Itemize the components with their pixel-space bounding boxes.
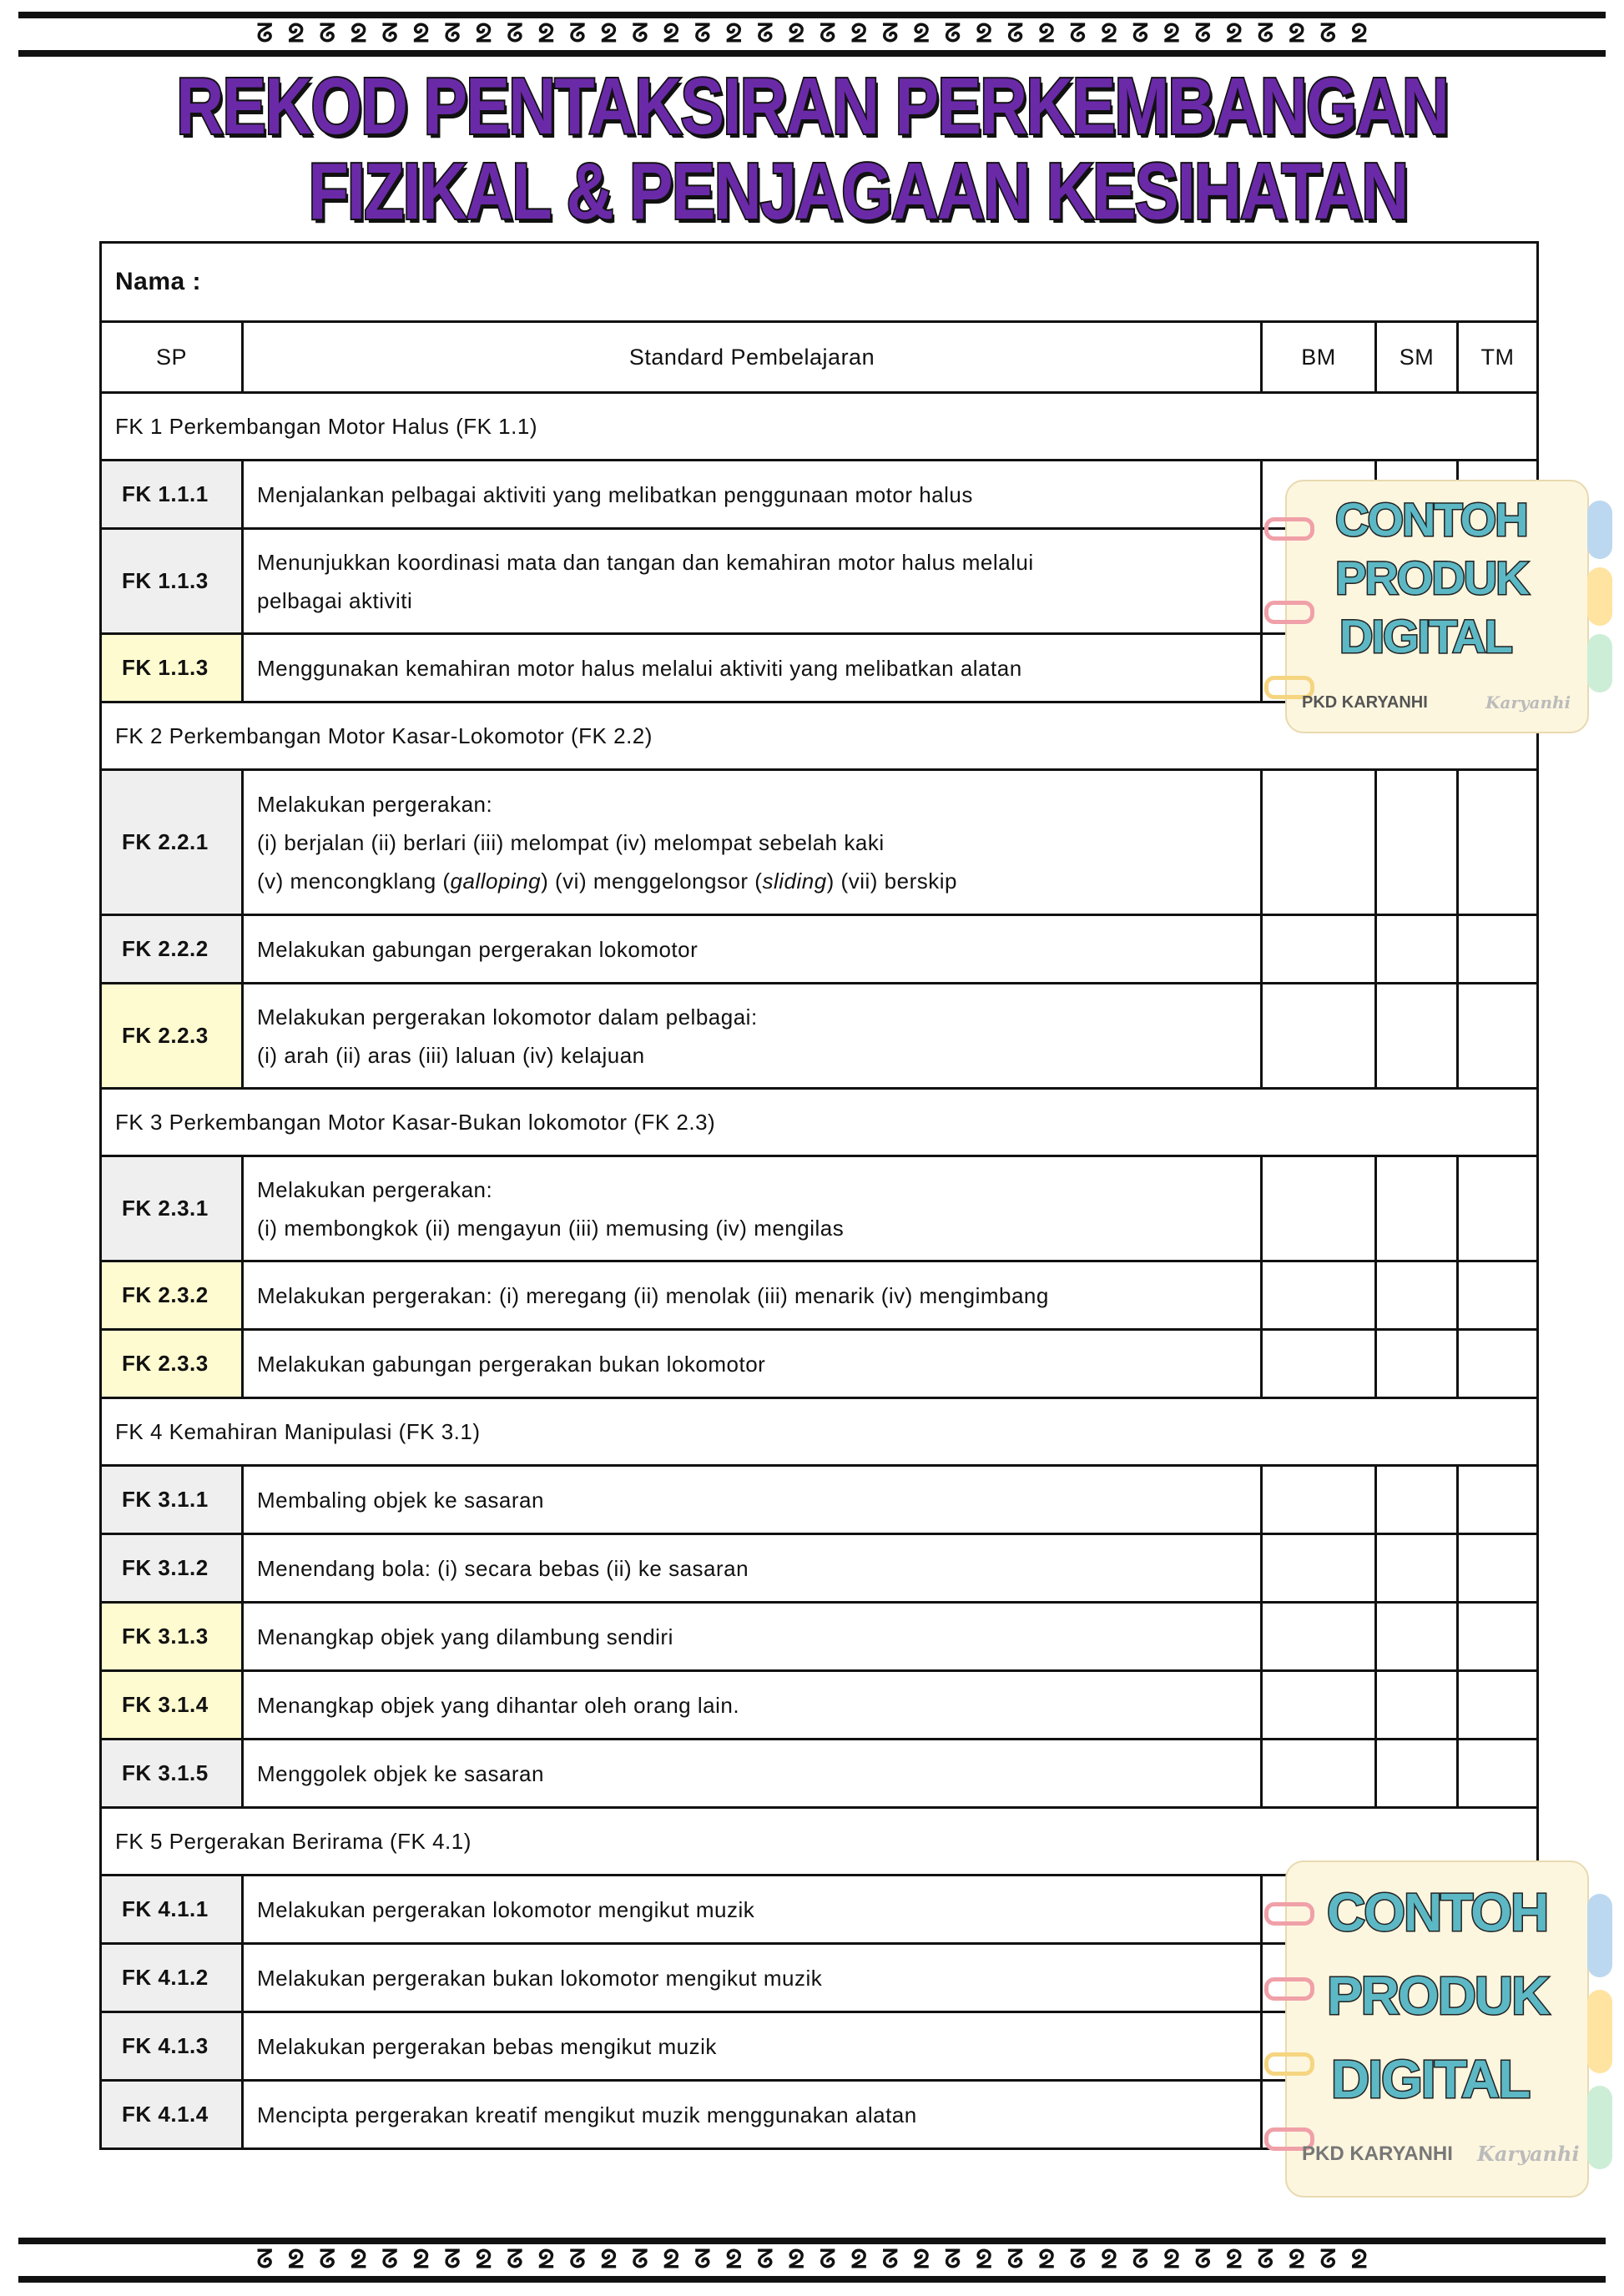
tm-checkbox-cell[interactable]	[1458, 770, 1538, 915]
standard-line: Melakukan pergerakan:	[257, 791, 493, 817]
table-row	[101, 1603, 1538, 1671]
name-field[interactable]	[101, 243, 1538, 322]
standard-line: Melakukan gabungan pergerakan lokomotor	[257, 936, 699, 962]
header-standard: Standard Pembelajaran	[243, 322, 1262, 393]
standard-line: Melakukan pergerakan:	[257, 1176, 493, 1202]
section-row	[101, 393, 1538, 461]
tab-green	[1587, 2086, 1612, 2169]
table-row	[101, 1534, 1538, 1603]
watermark-word: CONTOH	[1327, 1882, 1548, 1942]
standard-line: Melakukan pergerakan bukan lokomotor mengikut muzik	[257, 1965, 823, 1991]
top-decorative-border	[18, 12, 1606, 57]
tm-checkbox-cell[interactable]	[1458, 1534, 1538, 1603]
standard-line: Menangkap objek yang dihantar oleh orang lain.	[257, 1692, 740, 1718]
sm-checkbox-cell[interactable]	[1376, 1261, 1458, 1330]
ring-icon	[1264, 517, 1314, 541]
standard-line: (i) arah (ii) aras (iii) laluan (iv) kelajuan	[257, 1042, 645, 1068]
standard-text	[243, 984, 1262, 1089]
watermark-signature: Karyanhi	[1477, 2142, 1580, 2166]
section-row	[101, 1398, 1538, 1466]
table-row	[101, 1156, 1538, 1261]
name-row	[101, 243, 1538, 322]
watermark-signature: Karyanhi	[1485, 692, 1571, 712]
standard-line: Melakukan gabungan pergerakan bukan lokomotor	[257, 1351, 766, 1377]
sm-checkbox-cell[interactable]	[1376, 1740, 1458, 1808]
standard-line: (v) mencongklang (galloping) (vi) menggelongsor (sliding) (vii) berskip	[257, 868, 957, 894]
sp-code: FK 4.1.4	[101, 2081, 243, 2149]
bm-checkbox-cell[interactable]	[1262, 984, 1376, 1089]
watermark-word: PRODUK	[1335, 551, 1528, 604]
standard-text	[243, 1944, 1262, 2012]
sp-code: FK 3.1.2	[101, 1534, 243, 1603]
standard-line: Menjalankan pelbagai aktiviti yang melibatkan penggunaan motor halus	[257, 481, 973, 507]
tm-checkbox-cell[interactable]	[1458, 1330, 1538, 1398]
sp-code: FK 2.2.1	[101, 770, 243, 915]
sm-checkbox-cell[interactable]	[1376, 1466, 1458, 1534]
standard-line: Menunjukkan koordinasi mata dan tangan dan kemahiran motor halus melalui	[257, 549, 1034, 575]
standard-line: pelbagai aktiviti	[257, 587, 413, 613]
table-row	[101, 984, 1538, 1089]
title-text: FIZIKAL & PENJAGAAN KESIHATAN	[308, 147, 1408, 236]
section-title: FK 4 Kemahiran Manipulasi (FK 3.1)	[101, 1398, 1538, 1466]
bottom-decorative-border	[18, 2238, 1606, 2283]
sm-checkbox-cell[interactable]	[1376, 915, 1458, 984]
tab-green	[1587, 634, 1612, 692]
standard-text	[243, 1261, 1262, 1330]
bm-checkbox-cell[interactable]	[1262, 1156, 1376, 1261]
standard-line: (i) membongkok (ii) mengayun (iii) memusing (iv) mengilas	[257, 1215, 845, 1241]
sm-checkbox-cell[interactable]	[1376, 770, 1458, 915]
section-title: FK 5 Pergerakan Berirama (FK 4.1)	[101, 1808, 1538, 1876]
sp-code: FK 3.1.4	[101, 1671, 243, 1740]
sp-code: FK 1.1.1	[101, 461, 243, 529]
tab-blue	[1587, 501, 1612, 559]
tm-checkbox-cell[interactable]	[1458, 1261, 1538, 1330]
border-pattern: ᘔ ᘖ ᘔ ᘖ ᘔ ᘖ ᘔ ᘖ ᘔ ᘖ ᘔ ᘖ ᘔ ᘖ ᘔ ᘖ ᘔ ᘖ ᘔ ᘖ ᘔ ᘖ ᘔ ᘖ ᘔ ᘖ ᘔ ᘖ ᘔ ᘖ ᘔ ᘖ ᘔ ᘖ ᘔ ᘖ	[256, 19, 1368, 48]
header-sp: SP	[101, 322, 243, 393]
sp-code: FK 3.1.5	[101, 1740, 243, 1808]
section-title: FK 1 Perkembangan Motor Halus (FK 1.1)	[101, 393, 1538, 461]
tm-checkbox-cell[interactable]	[1458, 984, 1538, 1089]
sm-checkbox-cell[interactable]	[1376, 984, 1458, 1089]
tm-checkbox-cell[interactable]	[1458, 1156, 1538, 1261]
header-bm: BM	[1262, 322, 1376, 393]
watermark-word: CONTOH	[1335, 493, 1527, 546]
standard-text	[243, 915, 1262, 984]
sp-code: FK 2.3.2	[101, 1261, 243, 1330]
standard-line: Menggolek objek ke sasaran	[257, 1760, 544, 1786]
sp-code: FK 2.2.3	[101, 984, 243, 1089]
standard-line: Melakukan pergerakan lokomotor mengikut muzik	[257, 1896, 755, 1922]
ring-icon	[1264, 601, 1314, 624]
header-sm: SM	[1376, 322, 1458, 393]
tm-checkbox-cell[interactable]	[1458, 915, 1538, 984]
section-row	[101, 1089, 1538, 1156]
header-row	[101, 322, 1538, 393]
title-text: REKOD PENTAKSIRAN PERKEMBANGAN	[176, 62, 1448, 151]
standard-line: Menendang bola: (i) secara bebas (ii) ke sasaran	[257, 1555, 749, 1581]
bm-checkbox-cell[interactable]	[1262, 1261, 1376, 1330]
border-pattern: ᘔ ᘖ ᘔ ᘖ ᘔ ᘖ ᘔ ᘖ ᘔ ᘖ ᘔ ᘖ ᘔ ᘖ ᘔ ᘖ ᘔ ᘖ ᘔ ᘖ ᘔ ᘖ ᘔ ᘖ ᘔ ᘖ ᘔ ᘖ ᘔ ᘖ ᘔ ᘖ ᘔ ᘖ ᘔ ᘖ	[256, 2245, 1368, 2274]
tab-yellow	[1587, 567, 1612, 626]
standard-text	[243, 2081, 1262, 2149]
sp-code: FK 3.1.1	[101, 1466, 243, 1534]
standard-line: Mencipta pergerakan kreatif mengikut muzik menggunakan alatan	[257, 2102, 917, 2127]
table-row	[101, 915, 1538, 984]
bm-checkbox-cell[interactable]	[1262, 915, 1376, 984]
bm-checkbox-cell[interactable]	[1262, 770, 1376, 915]
standard-text	[243, 1466, 1262, 1534]
standard-text	[243, 634, 1262, 702]
sp-code: FK 2.3.3	[101, 1330, 243, 1398]
sp-code: FK 4.1.1	[101, 1876, 243, 1944]
watermark-word: DIGITAL	[1339, 610, 1511, 662]
standard-text	[243, 1330, 1262, 1398]
watermark-brand: PKD KARYANHI	[1302, 2142, 1453, 2165]
table-row	[101, 1740, 1538, 1808]
standard-text	[243, 1534, 1262, 1603]
bm-checkbox-cell[interactable]	[1262, 1740, 1376, 1808]
sp-code: FK 2.2.2	[101, 915, 243, 984]
bm-checkbox-cell[interactable]	[1262, 1671, 1376, 1740]
watermark-word: PRODUK	[1327, 1966, 1549, 2026]
ring-icon	[1264, 1902, 1314, 1926]
bm-checkbox-cell[interactable]	[1262, 1603, 1376, 1671]
standard-line: Melakukan pergerakan lokomotor dalam pelbagai:	[257, 1004, 758, 1030]
sp-code: FK 1.1.3	[101, 634, 243, 702]
table-row	[101, 1671, 1538, 1740]
standard-line: Menangkap objek yang dilambung sendiri	[257, 1624, 673, 1649]
table-row	[101, 770, 1538, 915]
sm-checkbox-cell[interactable]	[1376, 1603, 1458, 1671]
standard-text	[243, 461, 1262, 529]
standard-line: Melakukan pergerakan bebas mengikut muzik	[257, 2033, 717, 2059]
standard-text	[243, 529, 1262, 634]
table-row	[101, 1330, 1538, 1398]
standard-text	[243, 1671, 1262, 1740]
name-label: Nama :	[115, 268, 202, 295]
sm-checkbox-cell[interactable]	[1376, 1156, 1458, 1261]
sp-code: FK 2.3.1	[101, 1156, 243, 1261]
sp-code: FK 3.1.3	[101, 1603, 243, 1671]
page-title-line-2	[0, 147, 1624, 236]
sp-code: FK 1.1.3	[101, 529, 243, 634]
standard-text	[243, 1740, 1262, 1808]
watermark-brand: PKD KARYANHI	[1302, 693, 1428, 712]
table-row	[101, 1261, 1538, 1330]
standard-text	[243, 1876, 1262, 1944]
standard-text	[243, 1603, 1262, 1671]
tm-checkbox-cell[interactable]	[1458, 1466, 1538, 1534]
standard-text	[243, 770, 1262, 915]
tm-checkbox-cell[interactable]	[1458, 1671, 1538, 1740]
standard-line: Menggunakan kemahiran motor halus melalui aktiviti yang melibatkan alatan	[257, 655, 1022, 681]
page-title-line-1	[0, 62, 1624, 151]
tab-blue	[1587, 1894, 1612, 1977]
tab-yellow	[1587, 1990, 1612, 2073]
header-tm: TM	[1458, 322, 1538, 393]
bm-checkbox-cell[interactable]	[1262, 1534, 1376, 1603]
standard-line: Melakukan pergerakan: (i) meregang (ii) menolak (iii) menarik (iv) mengimbang	[257, 1282, 1049, 1308]
watermark-word: DIGITAL	[1331, 2049, 1530, 2109]
tm-checkbox-cell[interactable]	[1458, 1603, 1538, 1671]
bm-checkbox-cell[interactable]	[1262, 1466, 1376, 1534]
sm-checkbox-cell[interactable]	[1376, 1671, 1458, 1740]
standard-line: (i) berjalan (ii) berlari (iii) melompat (iv) melompat sebelah kaki	[257, 829, 885, 855]
standard-line: Membaling objek ke sasaran	[257, 1487, 544, 1513]
standard-text	[243, 1156, 1262, 1261]
sm-checkbox-cell[interactable]	[1376, 1534, 1458, 1603]
ring-icon	[1264, 2052, 1314, 2076]
table-row	[101, 1466, 1538, 1534]
ring-icon	[1264, 1977, 1314, 2001]
sm-checkbox-cell[interactable]	[1376, 1330, 1458, 1398]
sp-code: FK 4.1.2	[101, 1944, 243, 2012]
standard-text	[243, 2012, 1262, 2081]
tm-checkbox-cell[interactable]	[1458, 1740, 1538, 1808]
section-title: FK 2 Perkembangan Motor Kasar-Lokomotor (FK 2.2)	[101, 702, 1538, 770]
section-title: FK 3 Perkembangan Motor Kasar-Bukan lokomotor (FK 2.3)	[101, 1089, 1538, 1156]
sp-code: FK 4.1.3	[101, 2012, 243, 2081]
bm-checkbox-cell[interactable]	[1262, 1330, 1376, 1398]
